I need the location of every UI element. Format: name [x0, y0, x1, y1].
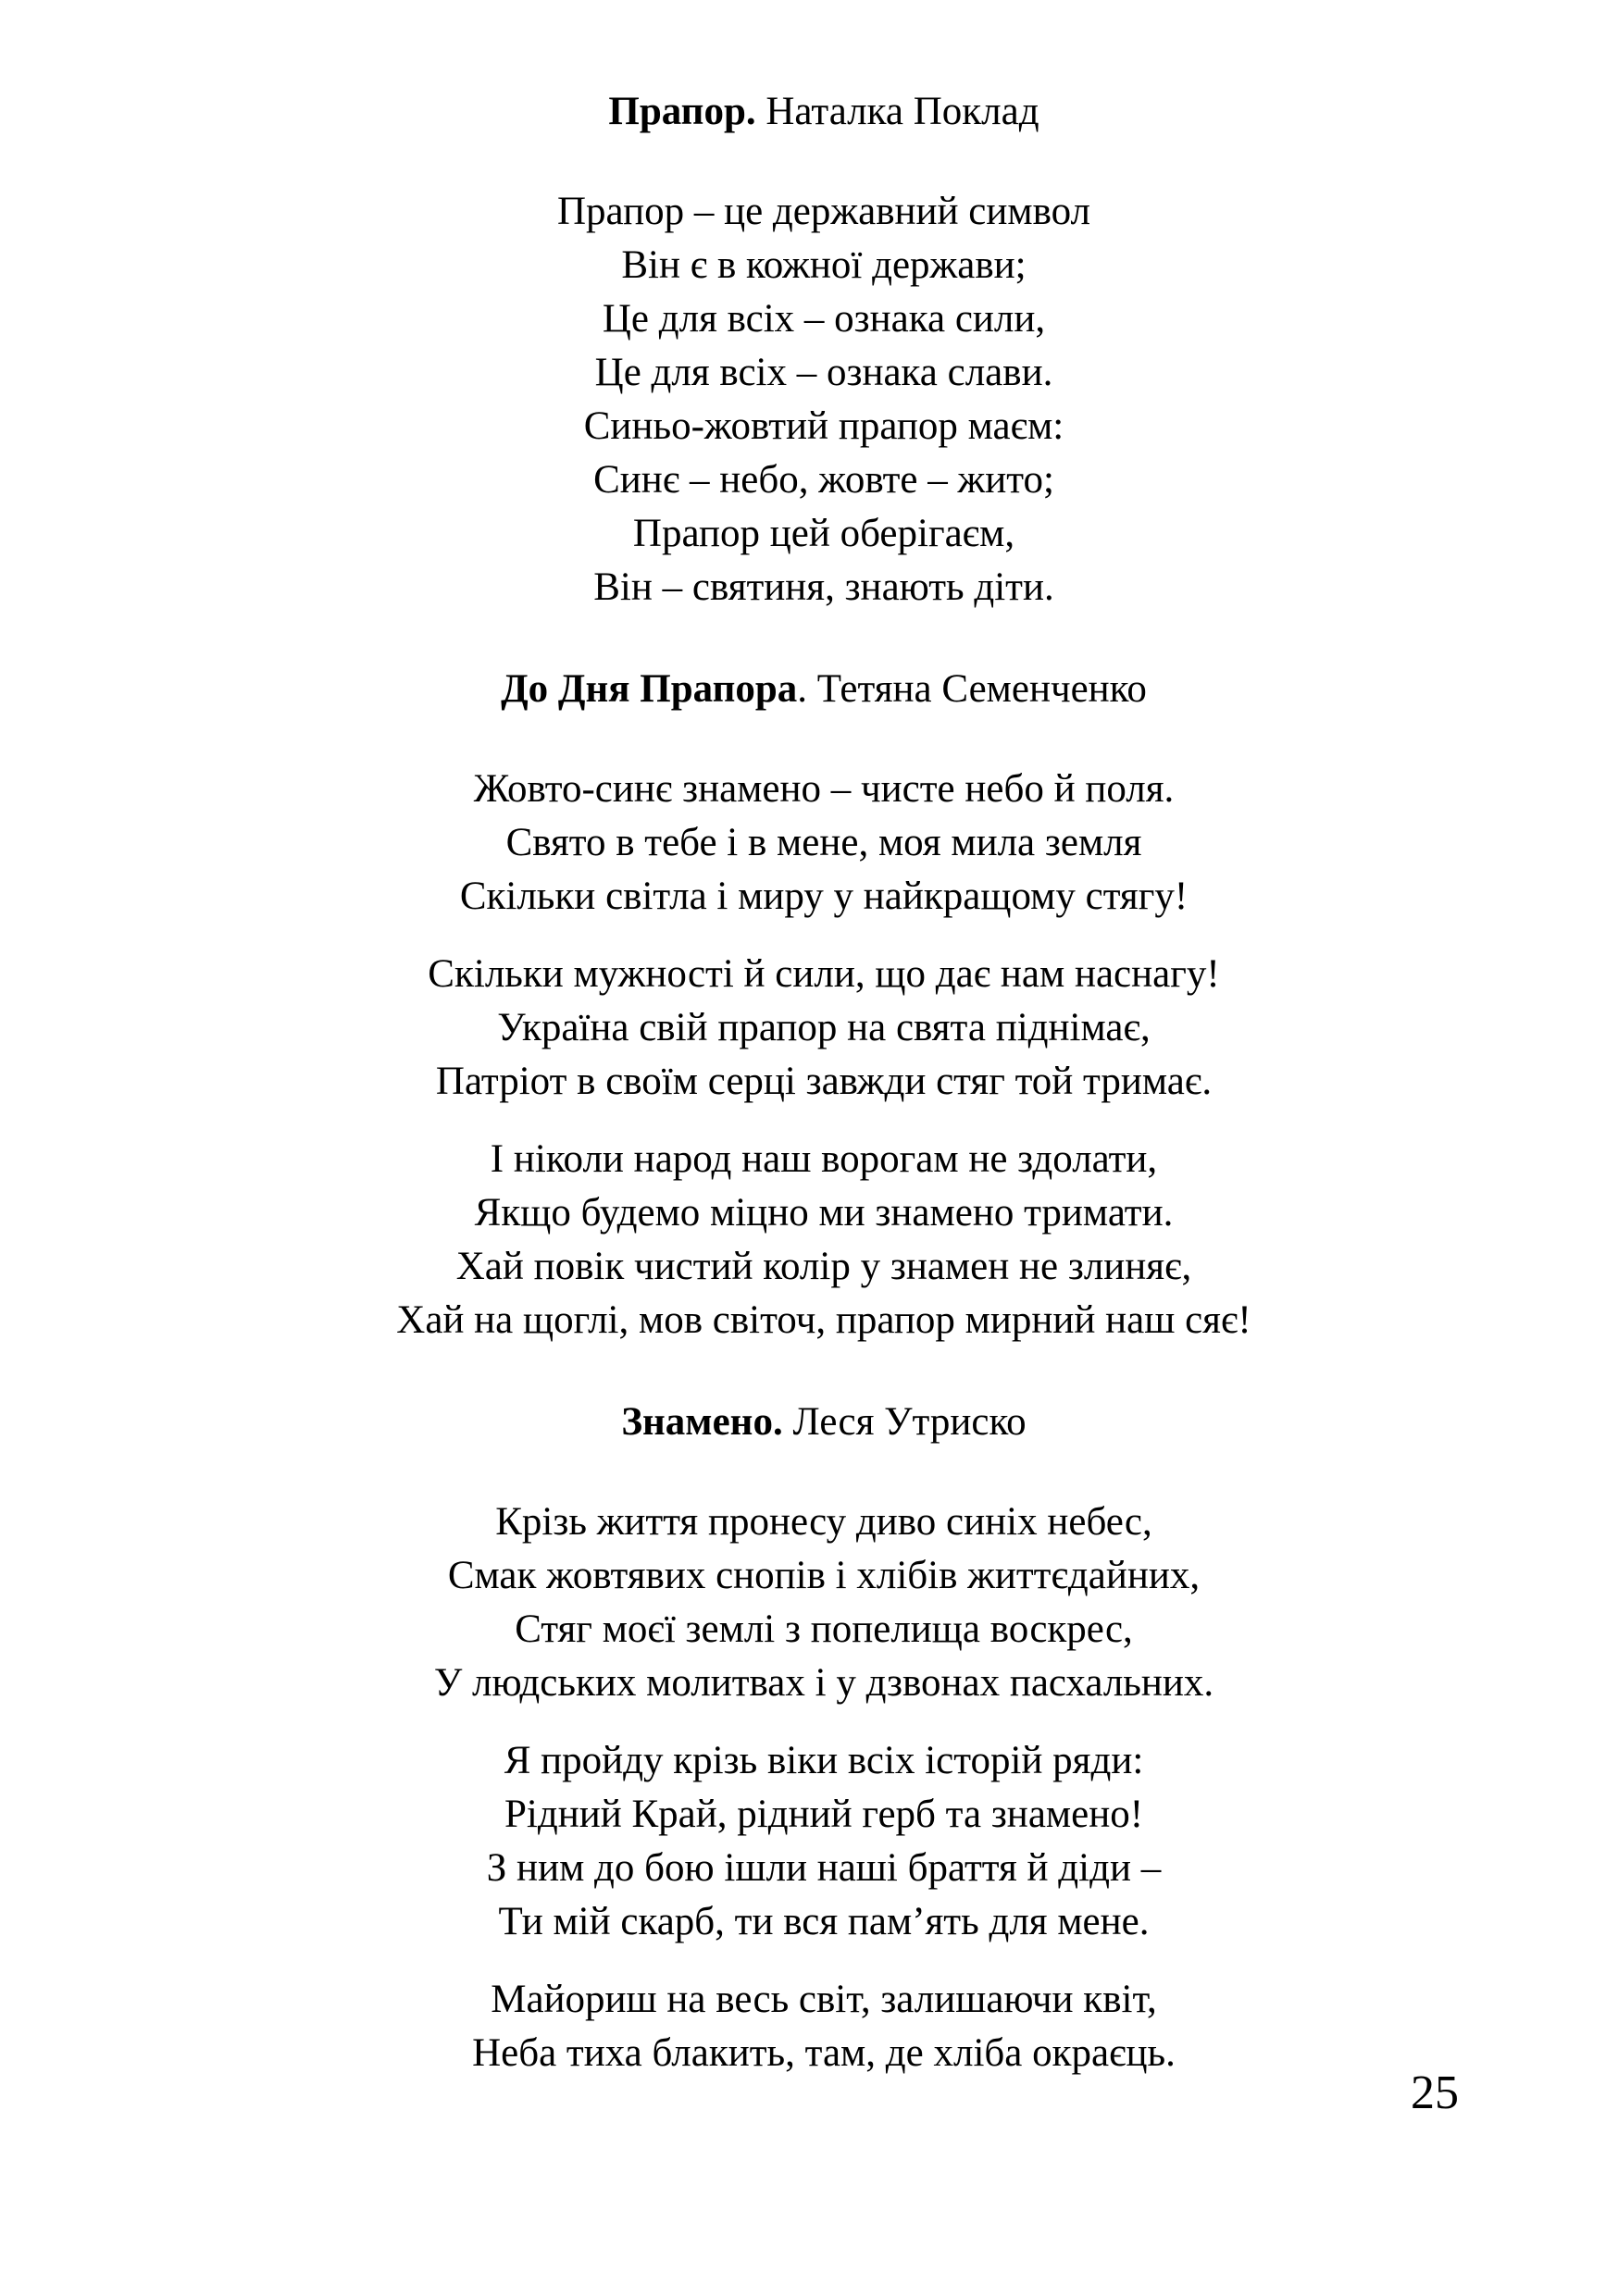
stanza: [185, 1496, 1462, 1710]
poem-line: Смак жовтявих снопів і хлібів життєдайних,: [447, 1554, 1201, 1597]
stanza: [185, 1133, 1462, 1347]
poem-line: Жовто-синє знамено – чисте небо й поля.: [473, 767, 1175, 811]
poem-line: Скільки мужності й сили, що дає нам наснагу!: [428, 952, 1220, 996]
poem-author: Наталка Поклад: [765, 90, 1039, 133]
poem-banner: [185, 1496, 1462, 2080]
poem-line: З ним до бою ішли наші браття й діди –: [486, 1846, 1162, 1890]
poem-line: Він – святиня, знають діти.: [593, 565, 1054, 609]
stanza: [185, 1734, 1462, 1949]
poem-line: Патріот в своїм серці завжди стяг той тримає.: [435, 1060, 1213, 1103]
poem-heading-banner: [185, 1396, 1462, 1449]
poem-line: Хай повік чистий колір у знамен не злиняє,: [455, 1245, 1192, 1288]
page-content: [185, 85, 1462, 2128]
poem-heading-flag-day: [185, 663, 1462, 716]
stanza: [185, 763, 1462, 924]
poem-line: Неба тиха блакить, там, де хліба окраєць.: [472, 2031, 1176, 2075]
poem-line: Це для всіх – ознака сили,: [602, 297, 1046, 341]
poem-line: Україна свій прапор на свята піднімає,: [497, 1006, 1151, 1049]
poem-title: До Дня Прапора: [501, 667, 798, 711]
poem-line: Свято в тебе і в мене, моя мила земля: [505, 821, 1142, 864]
poem-line: Якщо будемо міцно ми знамено тримати.: [474, 1191, 1174, 1235]
poem-heading-flag: [185, 85, 1462, 139]
poem-line: Ти мій скарб, ти вся пам’ять для мене.: [498, 1900, 1150, 1943]
stanza: [185, 948, 1462, 1109]
poem-flag-day: [185, 763, 1462, 1347]
poem-line: Стяг моєї землі з попелища воскрес,: [515, 1607, 1133, 1651]
poem-line: У людських молитвах і у дзвонах пасхальних.: [433, 1661, 1214, 1705]
page-number: 25: [1411, 2066, 1459, 2119]
poem-line: Хай на щоглі, мов світоч, прапор мирний наш сяє!: [396, 1298, 1251, 1342]
poem-line: Синьо-жовтий прапор маєм:: [583, 404, 1064, 448]
poem-flag: [185, 185, 1462, 614]
poem-author: Тетяна Семенченко: [816, 667, 1147, 711]
stanza: [185, 185, 1462, 614]
poem-line: Це для всіх – ознака слави.: [594, 351, 1053, 394]
poem-title-punct: .: [797, 667, 808, 711]
poem-author: Леся Утриско: [792, 1400, 1027, 1444]
poem-line: Прапор – це державний символ: [557, 190, 1090, 233]
poem-line: Синє – небо, жовте – жито;: [593, 458, 1054, 502]
poem-title: Прапор.: [608, 90, 756, 133]
poem-line: Скільки світла і миру у найкращому стягу!: [459, 875, 1189, 918]
poem-line: Крізь життя пронесу диво синіх небес,: [495, 1500, 1152, 1544]
poem-line: Рідний Край, рідний герб та знамено!: [504, 1793, 1144, 1836]
poem-line: Майориш на весь світ, залишаючи квіт,: [491, 1978, 1157, 2021]
poem-line: Він є в кожної держави;: [621, 243, 1027, 287]
poem-title: Знамено.: [621, 1400, 783, 1444]
poem-line: Прапор цей оберігаєм,: [632, 512, 1015, 555]
poem-line: І ніколи народ наш ворогам не здолати,: [490, 1137, 1158, 1181]
stanza: [185, 1973, 1462, 2080]
poem-line: Я пройду крізь віки всіх історій ряди:: [504, 1739, 1144, 1782]
